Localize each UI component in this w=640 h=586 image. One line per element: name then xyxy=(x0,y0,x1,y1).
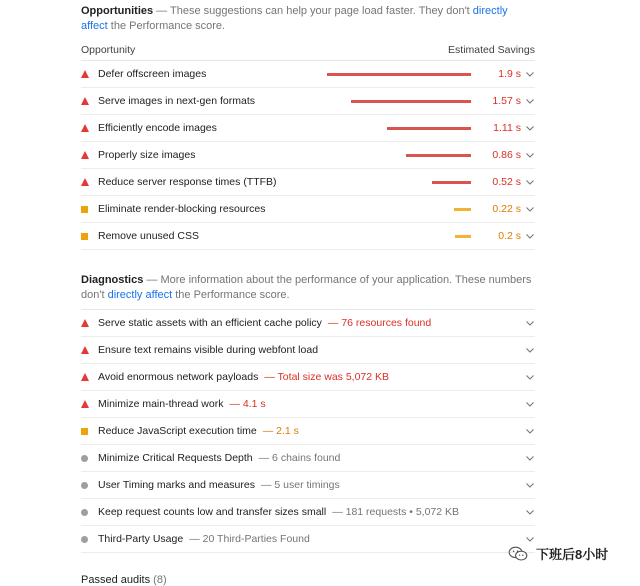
opportunity-label: Reduce server response times (TTFB) xyxy=(98,176,277,188)
opportunity-label: Eliminate render-blocking resources xyxy=(98,203,266,215)
fail-triangle-icon xyxy=(81,151,98,159)
average-square-icon xyxy=(81,233,98,240)
fail-triangle-icon xyxy=(81,178,98,186)
fail-triangle-icon-shape xyxy=(81,373,89,381)
opportunities-title: Opportunities xyxy=(81,5,154,17)
savings-bar xyxy=(406,154,471,157)
chevron-down-icon[interactable] xyxy=(525,507,535,517)
opportunities-header xyxy=(81,4,535,34)
chevron-down-icon[interactable] xyxy=(525,426,535,436)
column-estimated-savings: Estimated Savings xyxy=(448,44,535,56)
info-circle-icon-shape xyxy=(81,455,88,462)
diagnostic-detail: — 76 resources found xyxy=(327,317,432,329)
savings-value: 0.2 s xyxy=(498,230,521,242)
savings-bar xyxy=(327,73,471,76)
diagnostics-title: Diagnostics xyxy=(81,274,144,286)
chevron-down-icon[interactable] xyxy=(525,69,535,79)
savings-value: 1.11 s xyxy=(493,122,521,134)
opportunities-column-header xyxy=(81,40,535,61)
info-circle-icon xyxy=(81,536,98,543)
passed-audits[interactable] xyxy=(81,574,167,586)
diagnostics-desc-link[interactable]: directly affect xyxy=(107,289,173,301)
average-square-icon-shape xyxy=(81,206,88,213)
diagnostic-label: Serve static assets with an efficient cache policy xyxy=(98,317,322,329)
chevron-down-icon[interactable] xyxy=(525,177,535,187)
opportunities-desc-suffix: the Performance score. xyxy=(107,20,226,32)
savings-bar xyxy=(432,181,471,184)
chevron-down-icon[interactable] xyxy=(525,96,535,106)
fail-triangle-icon xyxy=(81,70,98,78)
diagnostic-detail: — 181 requests • 5,072 KB xyxy=(332,506,460,518)
chevron-down-icon[interactable] xyxy=(525,372,535,382)
savings-bar xyxy=(387,127,471,130)
opportunities-desc-link[interactable]: directly affect xyxy=(81,5,508,32)
opportunity-row[interactable] xyxy=(81,196,535,223)
fail-triangle-icon xyxy=(81,97,98,105)
average-square-icon xyxy=(81,428,98,435)
average-square-icon-shape xyxy=(81,428,88,435)
diagnostic-detail: — Total size was 5,072 KB xyxy=(264,371,390,383)
chevron-down-icon[interactable] xyxy=(525,345,535,355)
fail-triangle-icon xyxy=(81,124,98,132)
column-opportunity: Opportunity xyxy=(81,44,136,56)
fail-triangle-icon xyxy=(81,319,98,327)
chevron-down-icon[interactable] xyxy=(525,453,535,463)
fail-triangle-icon-shape xyxy=(81,97,89,105)
diagnostic-label: Avoid enormous network payloads xyxy=(98,371,259,383)
fail-triangle-icon-shape xyxy=(81,400,89,408)
opportunities-list xyxy=(81,61,535,250)
savings-bar xyxy=(455,235,471,238)
diagnostics-desc-suffix: the Performance score. xyxy=(172,289,290,301)
diagnostic-detail: — 6 chains found xyxy=(258,452,341,464)
fail-triangle-icon-shape xyxy=(81,151,89,159)
opportunity-label: Properly size images xyxy=(98,149,196,161)
opportunity-row[interactable] xyxy=(81,61,535,88)
diagnostic-row[interactable] xyxy=(81,418,535,445)
savings-value: 1.57 s xyxy=(492,95,521,107)
fail-triangle-icon-shape xyxy=(81,346,89,354)
fail-triangle-icon xyxy=(81,400,98,408)
diagnostic-label: Minimize Critical Requests Depth xyxy=(98,452,253,464)
opportunities-desc-prefix: — These suggestions can help your page load faster. They don't xyxy=(153,5,473,17)
diagnostic-row[interactable] xyxy=(81,364,535,391)
info-circle-icon-shape xyxy=(81,482,88,489)
diagnostic-row[interactable] xyxy=(81,472,535,499)
diagnostics-section xyxy=(81,273,535,553)
passed-audits-title: Passed audits xyxy=(81,574,151,586)
diagnostic-label: Ensure text remains visible during webfont load xyxy=(98,344,319,356)
chevron-down-icon[interactable] xyxy=(525,318,535,328)
savings-value: 1.9 s xyxy=(498,68,521,80)
fail-triangle-icon xyxy=(81,346,98,354)
diagnostic-detail: — 4.1 s xyxy=(229,398,266,410)
diagnostics-header xyxy=(81,273,535,303)
opportunity-row[interactable] xyxy=(81,169,535,196)
diagnostics-desc-prefix: — More information about the performance of your application. These numbers don't xyxy=(81,274,532,301)
diagnostic-label: Third-Party Usage xyxy=(98,533,184,545)
fail-triangle-icon-shape xyxy=(81,70,89,78)
average-square-icon xyxy=(81,206,98,213)
chevron-down-icon[interactable] xyxy=(525,399,535,409)
savings-bar xyxy=(454,208,471,211)
diagnostic-detail: — 20 Third-Parties Found xyxy=(189,533,310,545)
opportunity-label: Remove unused CSS xyxy=(98,230,199,242)
opportunity-row[interactable] xyxy=(81,142,535,169)
diagnostic-label: Minimize main-thread work xyxy=(98,398,224,410)
diagnostic-detail: — 2.1 s xyxy=(262,425,299,437)
watermark-text: 下班后8小时 xyxy=(536,547,609,562)
chevron-down-icon[interactable] xyxy=(525,204,535,214)
savings-value: 0.52 s xyxy=(492,176,521,188)
chevron-down-icon[interactable] xyxy=(525,150,535,160)
fail-triangle-icon-shape xyxy=(81,124,89,132)
fail-triangle-icon-shape xyxy=(81,178,89,186)
diagnostic-row[interactable] xyxy=(81,499,535,526)
opportunity-row[interactable] xyxy=(81,223,535,250)
info-circle-icon-shape xyxy=(81,536,88,543)
opportunity-row[interactable] xyxy=(81,88,535,115)
watermark xyxy=(508,544,608,563)
diagnostics-list xyxy=(81,309,535,553)
fail-triangle-icon-shape xyxy=(81,319,89,327)
chevron-down-icon[interactable] xyxy=(525,480,535,490)
opportunities-section xyxy=(81,4,535,250)
info-circle-icon-shape xyxy=(81,509,88,516)
diagnostic-row[interactable] xyxy=(81,337,535,364)
fail-triangle-icon xyxy=(81,373,98,381)
diagnostic-label: User Timing marks and measures xyxy=(98,479,255,491)
opportunity-label: Efficiently encode images xyxy=(98,122,217,134)
diagnostic-row[interactable] xyxy=(81,526,535,553)
chevron-down-icon[interactable] xyxy=(525,123,535,133)
average-square-icon-shape xyxy=(81,233,88,240)
chevron-down-icon[interactable] xyxy=(525,534,535,544)
savings-bar xyxy=(351,100,471,103)
wechat-icon xyxy=(508,546,528,562)
opportunity-label: Serve images in next-gen formats xyxy=(98,95,255,107)
info-circle-icon xyxy=(81,509,98,516)
diagnostic-row[interactable] xyxy=(81,391,535,418)
passed-audits-count: (8) xyxy=(153,574,167,586)
diagnostic-detail: — 5 user timings xyxy=(260,479,340,491)
opportunity-label: Defer offscreen images xyxy=(98,68,207,80)
savings-value: 0.86 s xyxy=(492,149,521,161)
info-circle-icon xyxy=(81,455,98,462)
diagnostic-row[interactable] xyxy=(81,310,535,337)
savings-value: 0.22 s xyxy=(492,203,521,215)
info-circle-icon xyxy=(81,482,98,489)
opportunity-row[interactable] xyxy=(81,115,535,142)
chevron-down-icon[interactable] xyxy=(525,231,535,241)
diagnostic-row[interactable] xyxy=(81,445,535,472)
diagnostic-label: Keep request counts low and transfer sizes small xyxy=(98,506,327,518)
diagnostic-label: Reduce JavaScript execution time xyxy=(98,425,257,437)
